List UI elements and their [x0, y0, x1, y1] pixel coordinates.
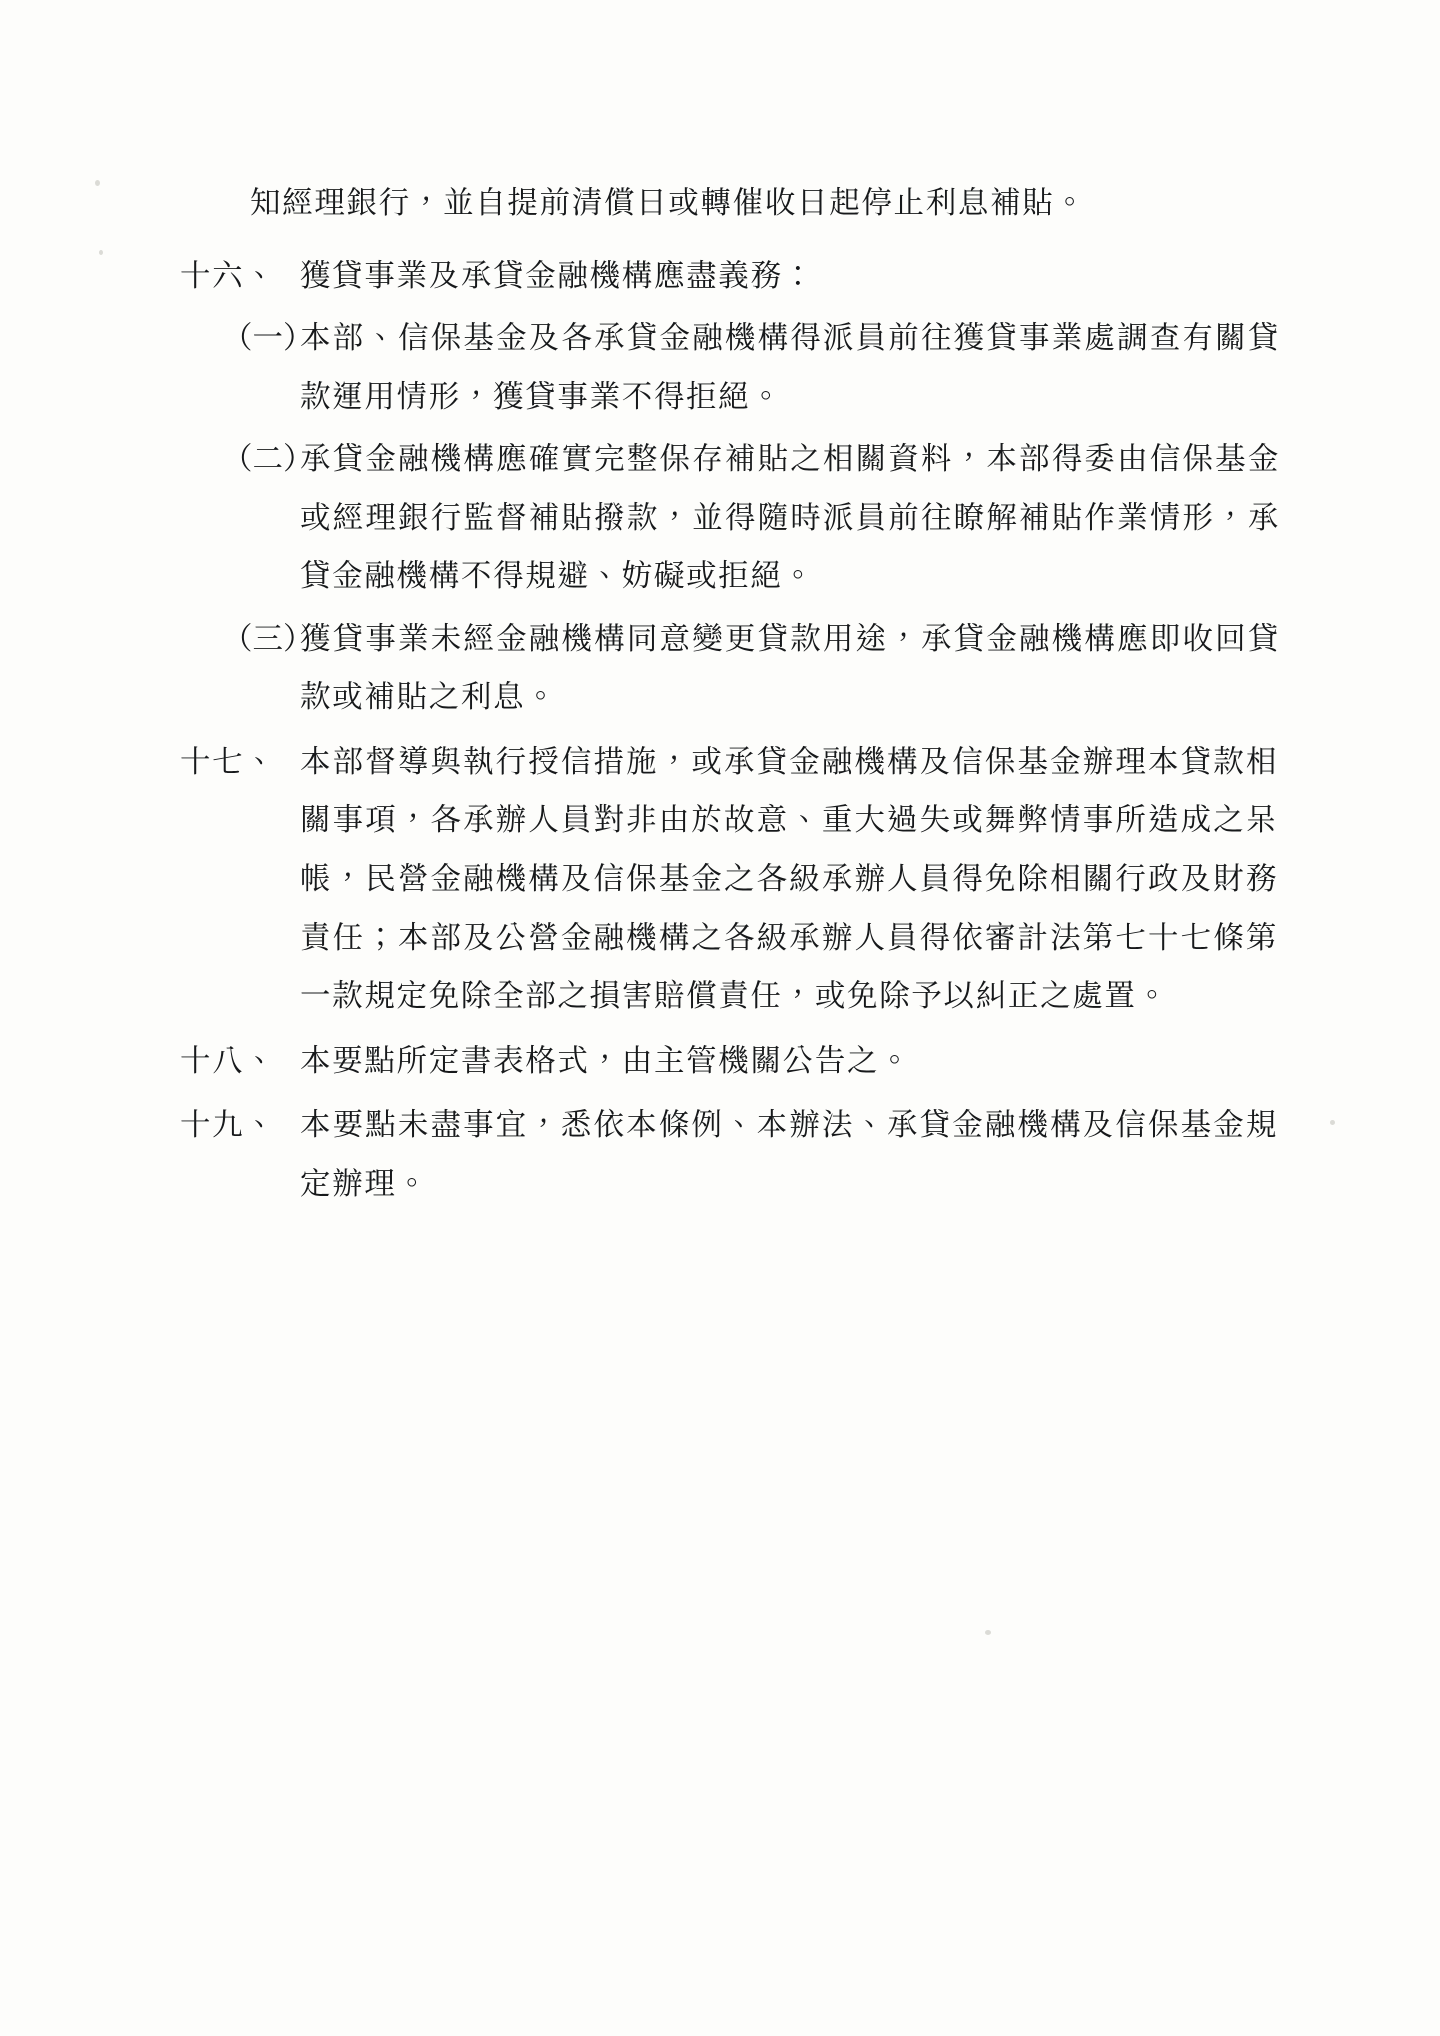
item-marker: 十六、: [180, 258, 277, 294]
list-item: [180, 431, 1280, 607]
item-text: 本要點未盡事宜，悉依本條例、本辦法、承貸金融機構及信保基金規定辦理。: [300, 1108, 1278, 1202]
item-marker: （一）: [222, 321, 314, 357]
document-body: [180, 175, 1280, 1216]
scan-speck: [985, 1630, 991, 1635]
list-item: [180, 248, 1280, 307]
continuation-line: 知經理銀行，並自提前清償日或轉催收日起停止利息補貼。: [250, 186, 1087, 221]
list-item: [180, 611, 1280, 728]
item-text: 本部、信保基金及各承貸金融機構得派員前往獲貸事業處調查有關貸款運用情形，獲貸事業不得拒絕。: [300, 321, 1280, 415]
scan-speck: [95, 180, 100, 186]
list-item: [180, 734, 1280, 1027]
list-item: [180, 310, 1280, 427]
item-text: 承貸金融機構應確實完整保存補貼之相關資料，本部得委由信保基金或經理銀行監督補貼撥款，並得隨時派員前往瞭解補貼作業情形，承貸金融機構不得規避、妨礙或拒絕。: [300, 442, 1280, 595]
item-text: 獲貸事業及承貸金融機構應盡義務：: [300, 258, 815, 294]
item-marker: （三）: [222, 621, 314, 657]
item-marker: 十九、: [180, 1108, 277, 1144]
list-item: [180, 1033, 1280, 1092]
item-marker: 十八、: [180, 1043, 277, 1079]
item-text: 本要點所定書表格式，由主管機關公告之。: [300, 1043, 912, 1079]
item-marker: （二）: [222, 442, 314, 478]
scan-speck: [1330, 1120, 1335, 1125]
list-item: [180, 1097, 1280, 1214]
scan-speck: [99, 250, 103, 255]
item-text: 獲貸事業未經金融機構同意變更貸款用途，承貸金融機構應即收回貸款或補貼之利息。: [300, 621, 1280, 716]
item-text: 本部督導與執行授信措施，或承貸金融機構及信保基金辦理本貸款相關事項，各承辦人員對非由於故意、重大過失或舞弊情事所造成之呆帳，民營金融機構及信保基金之各級承辦人員得免除相關行政及財務責任；本部及公營金融機構之各級承辦人員得依審計法第七十七條第一款規定免除全部之損害賠償責任，或免除予以糾正之處置。: [300, 744, 1278, 1015]
item-marker: 十七、: [180, 744, 277, 780]
